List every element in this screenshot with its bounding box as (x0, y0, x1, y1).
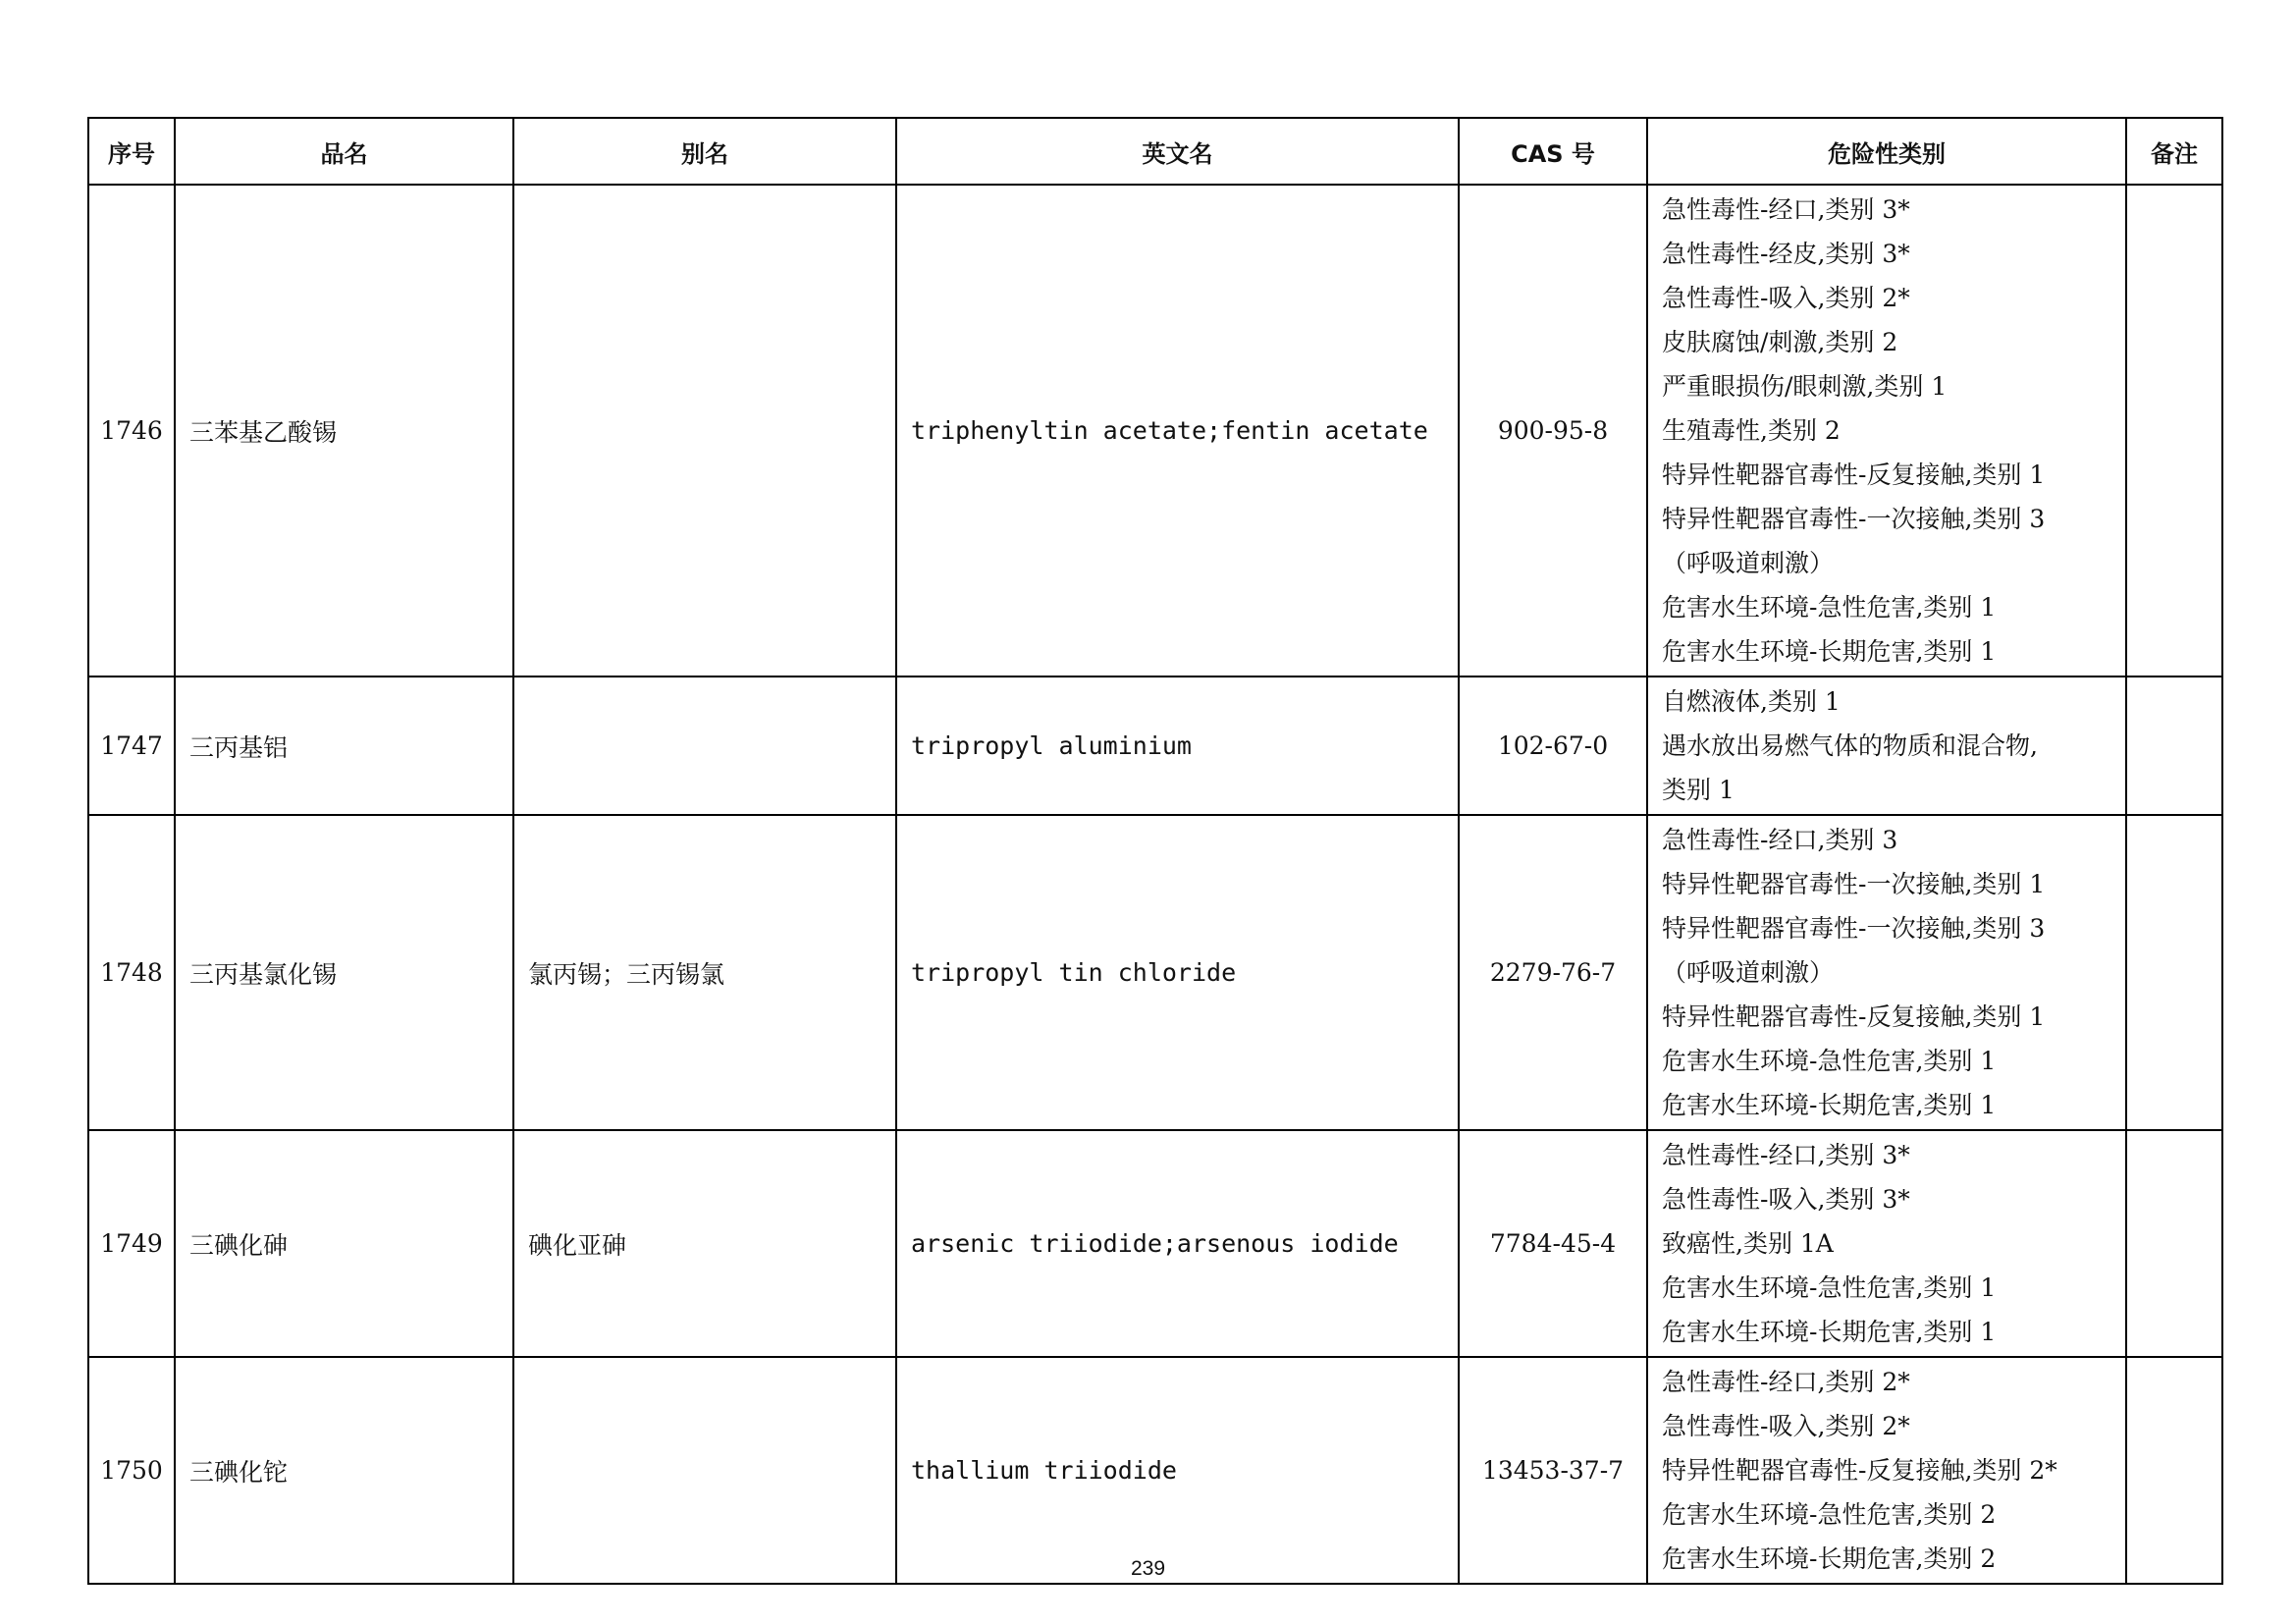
row-alias (513, 185, 896, 677)
row-alias (513, 1357, 896, 1584)
hazard-line: 急性毒性-经皮,类别 3* (1662, 240, 1910, 268)
row-name: 三丙基铝 (175, 677, 513, 815)
header-hazard: 危险性类别 (1647, 118, 2126, 185)
hazard-line: 急性毒性-经口,类别 2* (1662, 1368, 1910, 1396)
table-row (88, 677, 2222, 815)
hazard-line: 皮肤腐蚀/刺激,类别 2 (1662, 328, 1898, 356)
row-name: 三碘化铊 (175, 1357, 513, 1584)
table-row (88, 1357, 2222, 1584)
table-row (88, 815, 2222, 1130)
row-hazards (1647, 815, 2126, 1130)
row-remark (2126, 185, 2222, 677)
row-hazards (1647, 1357, 2126, 1584)
row-num: 1747 (88, 677, 175, 815)
hazard-line: （呼吸道刺激） (1662, 549, 1835, 577)
row-english: tripropyl aluminium (896, 677, 1459, 815)
hazard-line: （呼吸道刺激） (1662, 958, 1835, 987)
hazard-line: 危害水生环境-急性危害,类别 1 (1662, 1273, 1997, 1302)
row-cas: 7784-45-4 (1459, 1130, 1647, 1357)
hazard-line: 急性毒性-经口,类别 3 (1662, 826, 1898, 854)
header-name: 品名 (175, 118, 513, 185)
hazard-line: 特异性靶器官毒性-一次接触,类别 3 (1662, 914, 2046, 943)
row-hazards (1647, 185, 2126, 677)
row-name: 三丙基氯化锡 (175, 815, 513, 1130)
hazard-line: 危害水生环境-急性危害,类别 1 (1662, 593, 1997, 622)
row-cas: 13453-37-7 (1459, 1357, 1647, 1584)
row-remark (2126, 1130, 2222, 1357)
hazard-line: 危害水生环境-长期危害,类别 2 (1662, 1544, 1997, 1573)
header-remark: 备注 (2126, 118, 2222, 185)
header-cas: CAS 号 (1459, 118, 1647, 185)
row-english: thallium triiodide (896, 1357, 1459, 1584)
row-name: 三苯基乙酸锡 (175, 185, 513, 677)
hazard-line: 急性毒性-吸入,类别 2* (1662, 284, 1910, 312)
hazard-line: 致癌性,类别 1A (1662, 1229, 1834, 1258)
hazard-line: 急性毒性-吸入,类别 2* (1662, 1412, 1910, 1440)
hazard-line: 特异性靶器官毒性-反复接触,类别 1 (1662, 460, 2046, 489)
hazard-line: 生殖毒性,类别 2 (1662, 416, 1841, 445)
row-english: tripropyl tin chloride (896, 815, 1459, 1130)
hazard-line: 危害水生环境-长期危害,类别 1 (1662, 637, 1997, 666)
row-english: arsenic triiodide;arsenous iodide (896, 1130, 1459, 1357)
row-alias: 碘化亚砷 (513, 1130, 896, 1357)
row-num: 1750 (88, 1357, 175, 1584)
hazard-line: 危害水生环境-长期危害,类别 1 (1662, 1091, 1997, 1119)
hazard-line: 严重眼损伤/眼刺激,类别 1 (1662, 372, 1948, 401)
row-cas: 102-67-0 (1459, 677, 1647, 815)
hazard-line: 危害水生环境-急性危害,类别 2 (1662, 1500, 1997, 1529)
hazard-line: 危害水生环境-长期危害,类别 1 (1662, 1318, 1997, 1346)
row-alias (513, 677, 896, 815)
hazard-line: 遇水放出易燃气体的物质和混合物, (1662, 731, 2038, 760)
header-row (88, 118, 2222, 185)
hazard-line: 自燃液体,类别 1 (1662, 687, 1841, 716)
header-english: 英文名 (896, 118, 1459, 185)
page-number: 239 (1130, 1557, 1166, 1580)
hazard-line: 急性毒性-吸入,类别 3* (1662, 1185, 1910, 1214)
header-num: 序号 (88, 118, 175, 185)
row-remark (2126, 815, 2222, 1130)
hazard-line: 急性毒性-经口,类别 3* (1662, 1141, 1910, 1169)
row-cas: 900-95-8 (1459, 185, 1647, 677)
hazard-line: 类别 1 (1662, 776, 1735, 804)
header-alias: 别名 (513, 118, 896, 185)
hazard-line: 特异性靶器官毒性-反复接触,类别 2* (1662, 1456, 2057, 1485)
row-name: 三碘化砷 (175, 1130, 513, 1357)
hazard-line: 特异性靶器官毒性-反复接触,类别 1 (1662, 1002, 2046, 1031)
row-num: 1748 (88, 815, 175, 1130)
chemical-table (87, 117, 2223, 1585)
row-hazards (1647, 1130, 2126, 1357)
table-row (88, 185, 2222, 677)
row-num: 1749 (88, 1130, 175, 1357)
row-remark (2126, 1357, 2222, 1584)
hazard-line: 特异性靶器官毒性-一次接触,类别 1 (1662, 870, 2046, 898)
row-english: triphenyltin acetate;fentin acetate (896, 185, 1459, 677)
row-num: 1746 (88, 185, 175, 677)
row-remark (2126, 677, 2222, 815)
row-hazards (1647, 677, 2126, 815)
row-cas: 2279-76-7 (1459, 815, 1647, 1130)
hazard-line: 急性毒性-经口,类别 3* (1662, 195, 1910, 224)
hazard-line: 危害水生环境-急性危害,类别 1 (1662, 1047, 1997, 1075)
hazard-line: 特异性靶器官毒性-一次接触,类别 3 (1662, 505, 2046, 533)
row-alias: 氯丙锡；三丙锡氯 (513, 815, 896, 1130)
table-row (88, 1130, 2222, 1357)
